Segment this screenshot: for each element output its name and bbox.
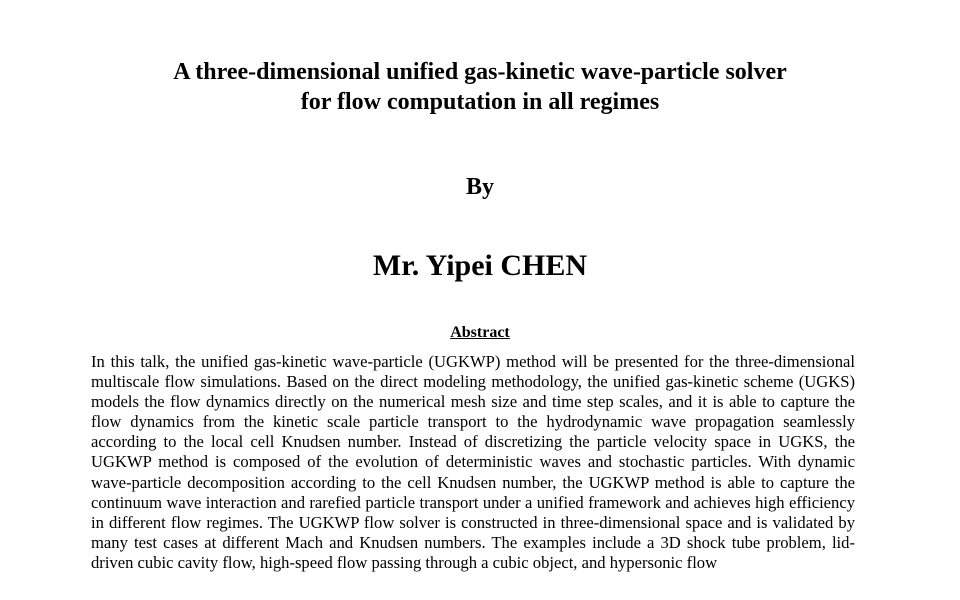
abstract-body: In this talk, the unified gas-kinetic wave-particle (UGKWP) method will be presented for the three-dimensional multiscale flow simulations. Based on the direct modeling methodology, the unified gas-kinetic scheme (UGKS) models the flow dynamics directly on the numerical mesh size and time step scales, and it is able to capture the flow dynamics from the kinetic scale particle transport to the hydrodynamic wave propagation seamlessly according to the local cell Knudsen number. Instead of discretizing the particle velocity space in UGKS, the UGKWP method is composed of the evolution of deterministic waves and stochastic particles. With dynamic wave-particle decomposition according to the cell Knudsen number, the UGKWP method is able to capture the continuum wave interaction and rarefied particle transport under a unified framework and achieves high efficiency in different flow regimes. The UGKWP flow solver is constructed in three-dimensional space and is validated by many test cases at different Mach and Knudsen numbers. The examples include a 3D shock tube problem, lid-driven cubic cavity flow, high-speed flow passing through a cubic object, and hypersonic flow [91,352,855,572]
by-label: By [465,174,494,200]
author-name: Mr. Yipei CHEN [372,249,588,282]
document-title [0,57,960,117]
title-line-2: for flow computation in all regimes [300,89,660,115]
abstract-heading: Abstract [450,324,510,341]
title-line-1: A three-dimensional unified gas-kinetic wave-particle solver [173,59,787,85]
